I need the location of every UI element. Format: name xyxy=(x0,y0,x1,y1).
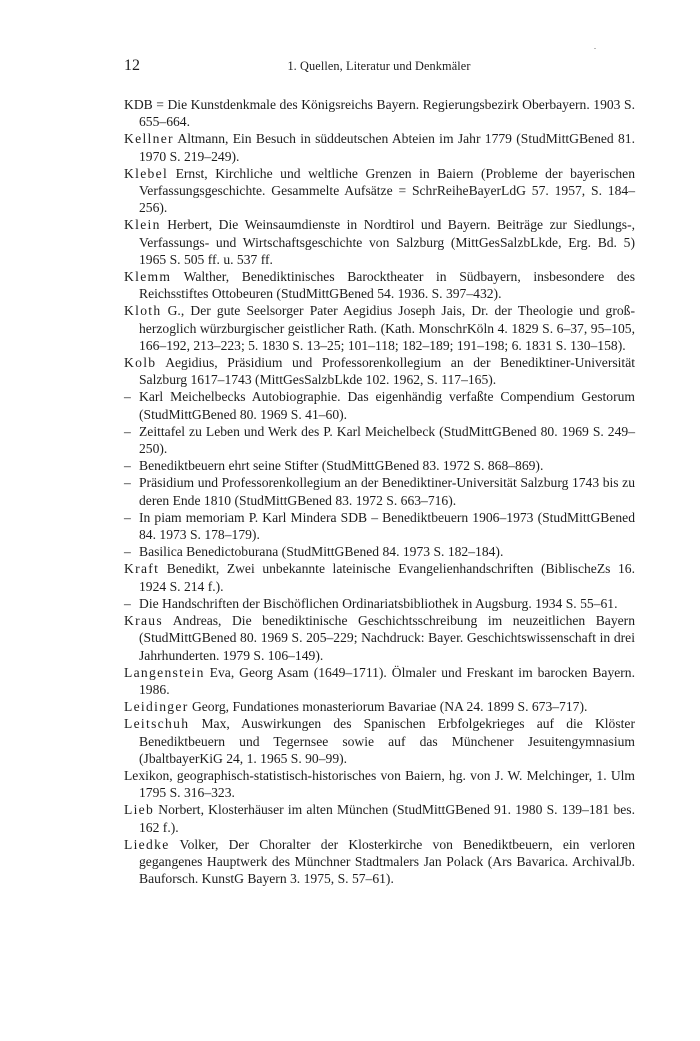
bibliography-entry xyxy=(124,302,635,354)
bibliography-entry xyxy=(124,715,635,767)
running-title: 1. Quellen, Literatur und Denkmäler xyxy=(287,59,471,73)
entry-text: Andreas, Die benediktinische Geschichtsschreibung im neuzeitlichen Bayern (StudMittGBened 80. 1969 S. 205–229; Nachdruck: Bayer. Geschichtswissenschaft in drei Jahrhunderten. 1979 S. 106–149). xyxy=(139,613,635,663)
bibliography-list xyxy=(124,96,635,887)
bibliography-entry xyxy=(124,268,635,302)
bibliography-entry xyxy=(124,801,635,835)
entry-author: Kolb xyxy=(124,355,157,371)
repeat-author-dash: – xyxy=(124,389,131,405)
bibliography-entry xyxy=(124,354,635,388)
entry-author: Klemm xyxy=(124,269,172,285)
entry-text: G., Der gute Seelsorger Pater Aegidius Joseph Jais, Dr. der Theologie und groß-herzoglich würzburgischer geistlicher Rath. (Kath. MonschrKöln 4. 1829 S. 6–37, 95–105, 166–192, 213–223; 5. 1830 S. 13–25; 101–118; 182–189; 191–198; 6. 1831 S. 130–158). xyxy=(139,303,635,353)
bibliography-entry xyxy=(124,543,635,560)
entry-text: Herbert, Die Weinsaumdienste in Nordtirol und Bayern. Beiträge zur Siedlungs-, Verfassungs- und Wirtschaftsgeschichte von Salzburg (MittGesSalzbLkde, Erg. Bd. 5) 1965 S. 505 ff. u. 537 ff. xyxy=(139,217,635,267)
bibliography-entry xyxy=(124,96,635,130)
bibliography-entry xyxy=(124,165,635,217)
entry-text: Max, Auswirkungen des Spanischen Erbfolgekrieges auf die Klöster Benediktbeuern und Tegernsee sowie auf das Münchener Jesuitengymnasium (JbaltbayerKiG 24, 1. 1965 S. 90–99). xyxy=(139,716,635,766)
page-number: 12 xyxy=(124,57,140,74)
entry-author: Kraus xyxy=(124,613,163,629)
bibliography-entry xyxy=(124,560,635,594)
scan-mark xyxy=(594,48,596,49)
entry-text: Basilica Benedictoburana (StudMittGBened 84. 1973 S. 182–184). xyxy=(139,544,504,560)
entry-text: Volker, Der Choralter der Klosterkirche von Benediktbeuern, ein verloren gegangenes Hauptwerk des Münchner Stadtmalers Jan Polack (Ars Bavarica. ArchivalJb. Bauforsch. KunstG Bayern 3. 1975, S. 57–61). xyxy=(139,836,635,887)
bibliography-entry xyxy=(124,664,635,698)
bibliography-entry xyxy=(124,457,635,474)
bibliography-entry xyxy=(124,388,635,422)
entry-text: Benedikt, Zwei unbekannte lateinische Evangelienhandschriften (BiblischeZs 16. 1924 S. 214 f.). xyxy=(139,561,635,594)
entry-author: Klebel xyxy=(124,165,169,181)
entry-author: Kloth xyxy=(124,303,162,319)
entry-text: Walther, Benediktinisches Barocktheater in Südbayern, insbesondere des Reichsstiftes Ottobeuren (StudMittGBened 54. 1936. S. 397–432). xyxy=(139,269,635,302)
entry-text: Lexikon, geographisch-statistisch-historisches von Baiern, hg. von J. W. Melchinger, 1. Ulm 1795 S. 316–323. xyxy=(124,767,635,801)
repeat-author-dash: – xyxy=(124,423,131,439)
entry-text: Karl Meichelbecks Autobiographie. Das eigenhändig verfaßte Compendium Gestorum (StudMittGBened 80. 1969 S. 41–60). xyxy=(139,389,635,422)
bibliography-entry xyxy=(124,216,635,268)
bibliography-entry xyxy=(124,423,635,457)
bibliography-entry xyxy=(124,698,635,715)
bibliography-entry xyxy=(124,474,635,508)
page-header xyxy=(124,57,634,79)
repeat-author-dash: – xyxy=(124,509,131,525)
entry-text: KDB = Die Kunstdenkmale des Königsreichs Bayern. Regierungsbezirk Oberbayern. 1903 S. 655–664. xyxy=(124,97,635,130)
entry-author: Klein xyxy=(124,217,161,233)
entry-text: Altmann, Ein Besuch in süddeutschen Abteien im Jahr 1779 (StudMittGBened 81. 1970 S. 219–249). xyxy=(139,131,635,164)
entry-author: Leidinger xyxy=(124,699,189,715)
bibliography-entry xyxy=(124,595,635,612)
bibliography-entry xyxy=(124,130,635,164)
entry-author: Kraft xyxy=(124,561,160,577)
entry-text: In piam memoriam P. Karl Mindera SDB – Benediktbeuern 1906–1973 (StudMittGBened 84. 1973 S. 178–179). xyxy=(139,509,635,543)
entry-text: Aegidius, Präsidium und Professorenkollegium an der Benediktiner-Universität Salzburg 1617–1743 (MittGesSalzbLkde 102. 1962, S. 117–165). xyxy=(139,355,635,388)
entry-text: Georg, Fundationes monasteriorum Bavariae (NA 24. 1899 S. 673–717). xyxy=(188,699,588,715)
entry-author: Kellner xyxy=(124,131,174,147)
entry-author: Langenstein xyxy=(124,664,205,680)
entry-author: Lieb xyxy=(124,802,155,818)
repeat-author-dash: – xyxy=(124,458,131,474)
entry-text: Benediktbeuern ehrt seine Stifter (StudMittGBened 83. 1972 S. 868–869). xyxy=(139,458,544,474)
entry-text: Norbert, Klosterhäuser im alten München (StudMittGBened 91. 1980 S. 139–181 bes. 162 f.). xyxy=(139,802,635,835)
bibliography-entry xyxy=(124,612,635,664)
entry-text: Zeittafel zu Leben und Werk des P. Karl Meichelbeck (StudMittGBened 80. 1969 S. 249–250). xyxy=(139,423,635,457)
bibliography-entry xyxy=(124,509,635,543)
entry-text: Eva, Georg Asam (1649–1711). Ölmaler und Freskant im barocken Bayern. 1986. xyxy=(139,664,635,697)
entry-text: Präsidium und Professorenkollegium an der Benediktiner-Universität Salzburg 1743 bis zu deren Ende 1810 (StudMittGBened 83. 1972 S. 663–716). xyxy=(139,475,635,508)
entry-text: Die Handschriften der Bischöflichen Ordinariatsbibliothek in Augsburg. 1934 S. 55–61. xyxy=(139,595,618,611)
bibliography-entry xyxy=(124,767,635,801)
entry-author: Liedke xyxy=(124,836,170,852)
bibliography-entry xyxy=(124,836,635,888)
entry-text: Ernst, Kirchliche und weltliche Grenzen in Baiern (Probleme der bayerischen Verfassungsgeschichte. Gesammelte Aufsätze = SchrReiheBayerLdG 57. 1957, S. 184–256). xyxy=(139,165,635,216)
repeat-author-dash: – xyxy=(124,544,131,560)
repeat-author-dash: – xyxy=(124,475,131,491)
repeat-author-dash: – xyxy=(124,595,131,611)
entry-author: Leitschuh xyxy=(124,716,190,732)
